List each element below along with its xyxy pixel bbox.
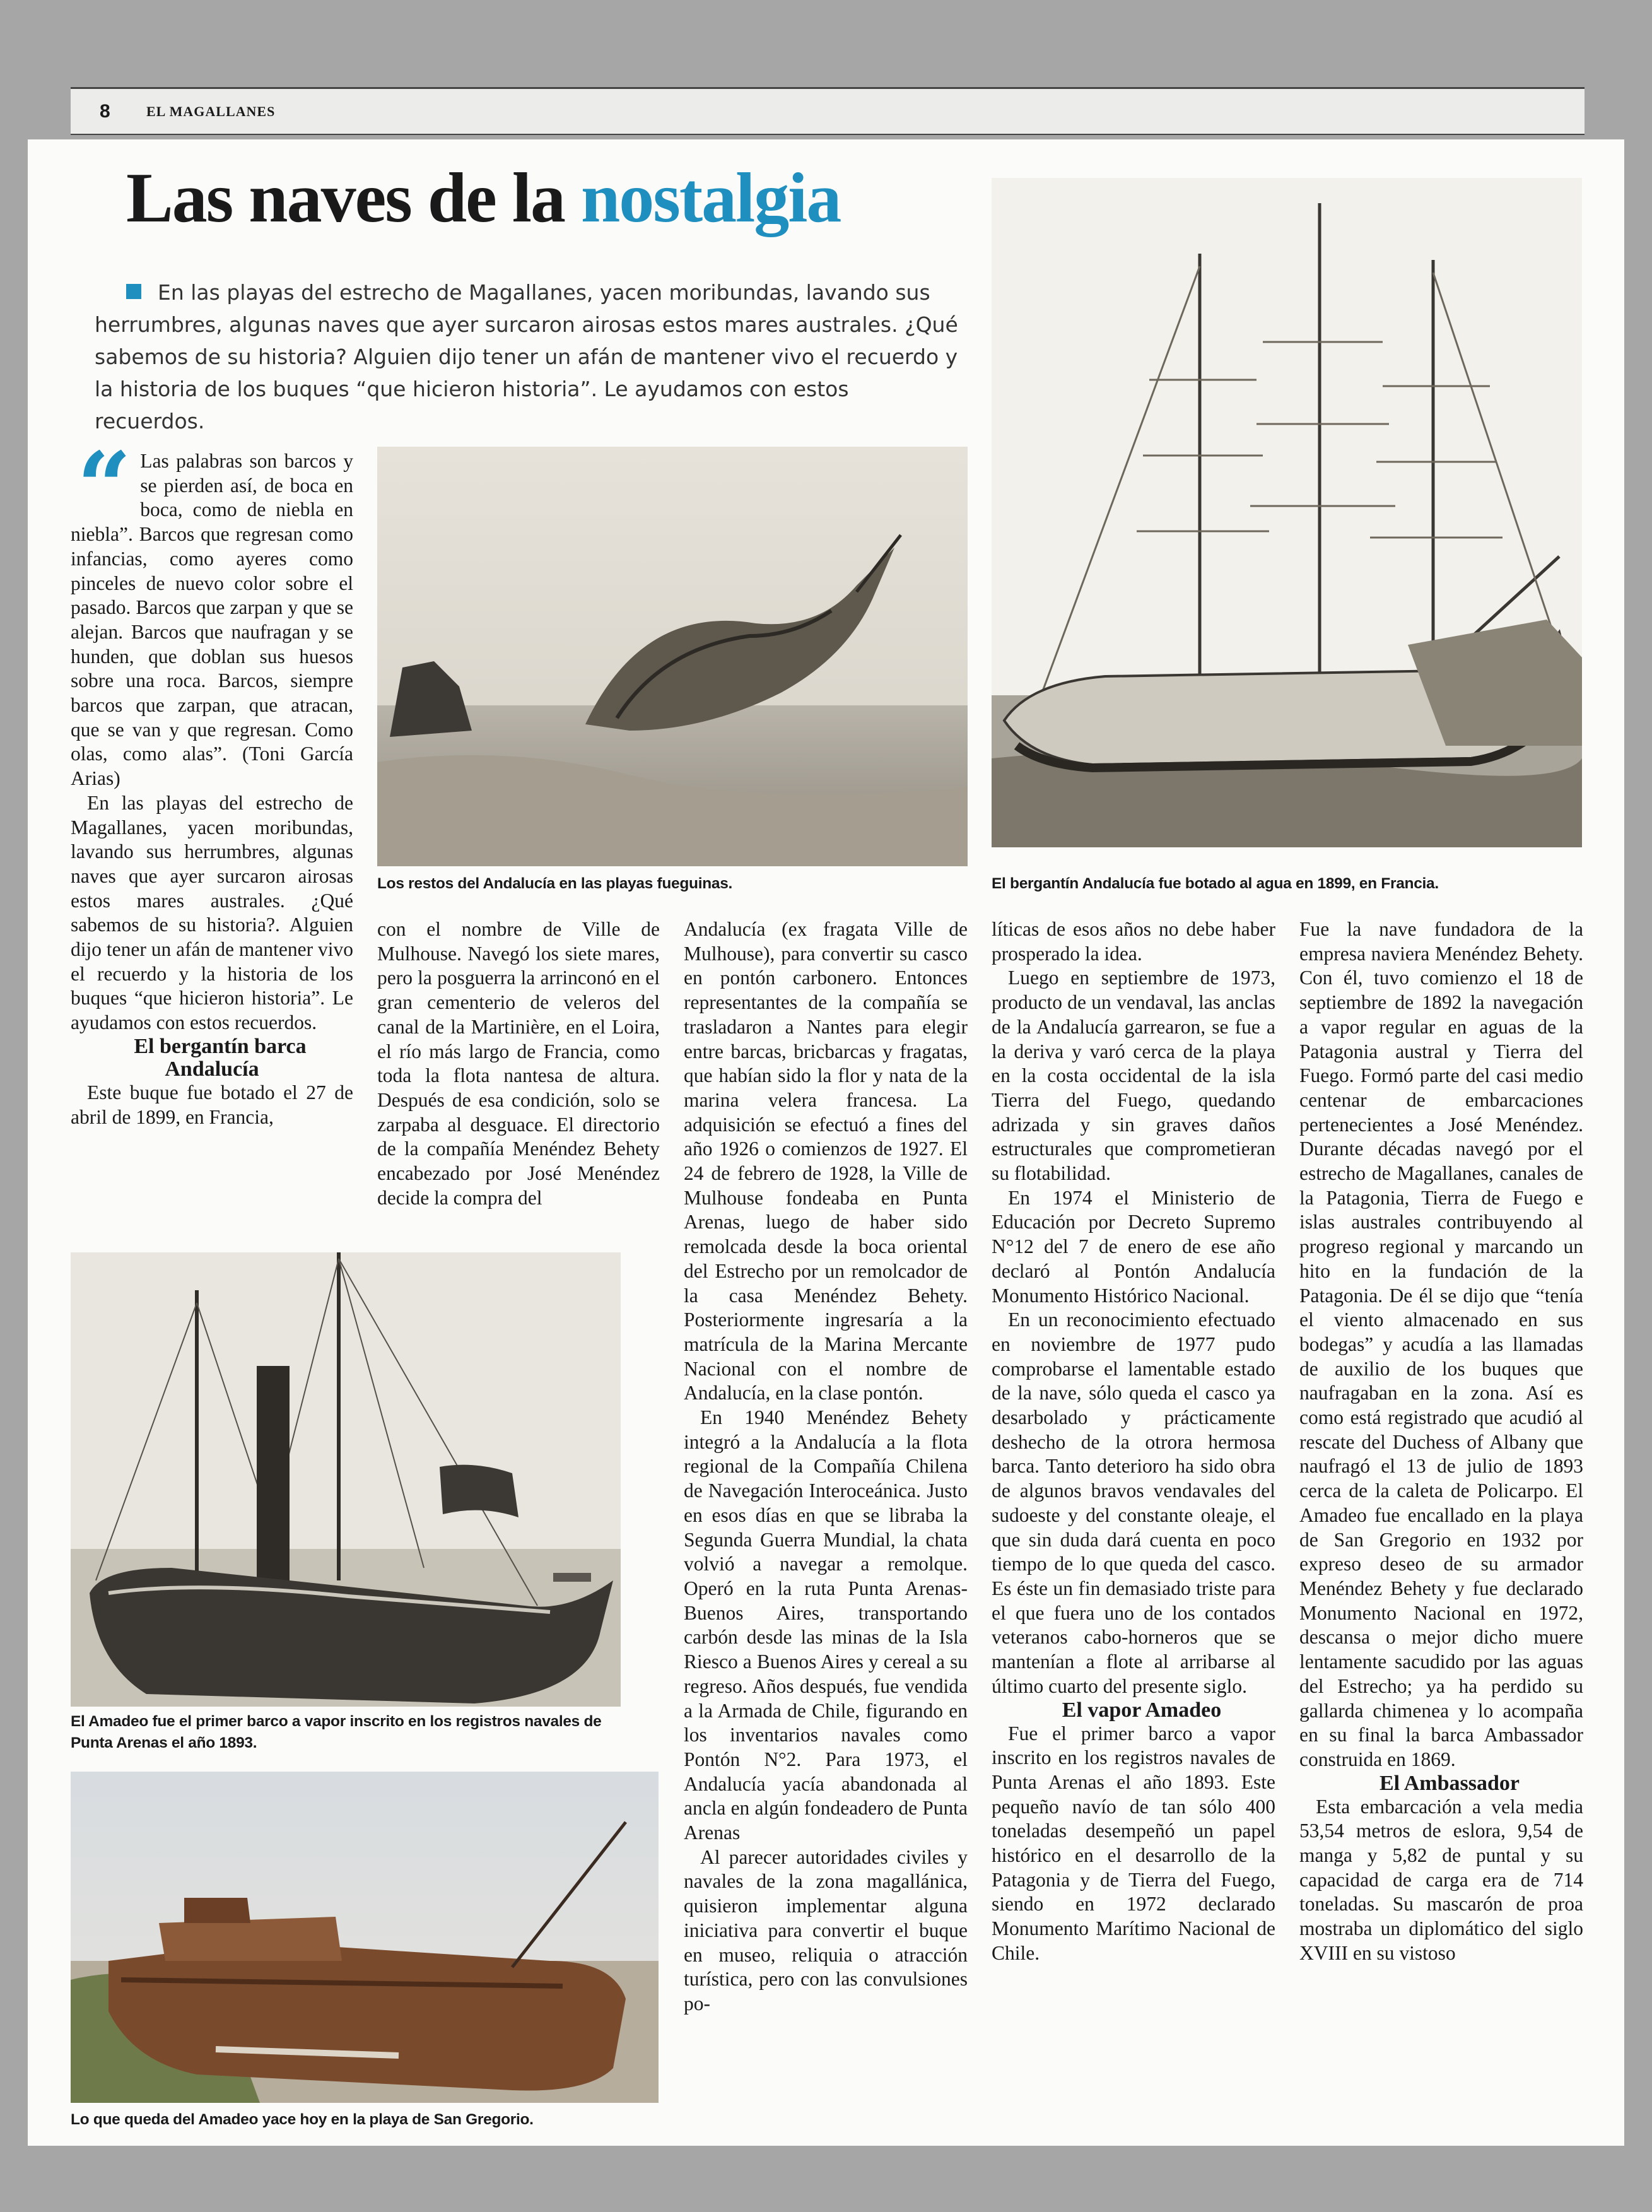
- header-top-rule: [71, 87, 1585, 89]
- page-number: 8: [100, 101, 110, 122]
- col2-paragraph-1: con el nombre de Ville de Mulhouse. Navegó los siete mares, pero la posguerra la arrinconó en el gran cementerio de veleros del canal de la Martinière, en el Loira, el río más largo de Francia, como toda la flota nantesa de altura. Después de esa condición, solo se zarpaba al desguace. El directorio de la compañía Menéndez Behety encabezado por José Menéndez decide la compra del: [377, 918, 660, 1209]
- column-2: [377, 917, 660, 1210]
- headline-main: Las naves de la: [126, 159, 565, 237]
- col5-paragraph-1: Fue la nave fundadora de la empresa naviera Menéndez Behety. Con él, tuvo comienzo el 18 de septiembre de 1892 la navegación a vapor regular en aguas de la Patagonia austral y Tierra del Fuego. Formó parte del casi medio centenar de embarcaciones pertenecientes a José Menéndez. Durante décadas navegó por el estrecho de Magallanes, canales de la Patagonia, Tierra de Fuego e islas australes contribuyendo al progreso regional y marcando un hito en la fundación de la Patagonia. De él se dijo que “tenía el viento almacenado en sus bodegas” y acudía a las llamadas de auxilio de los buques que naufragaban en la zona. Así es como está registrado que acudió al rescate del Duchess of Albany que naufragó el 13 de julio de 1893 cerca de la caleta de Policarpo. El Amadeo fue encallado en la playa de San Gregorio en 1932 por expreso deseo de su armador Menéndez Behety y fue declarado Monumento Nacional en 1972, descansa o mejor dicho muere lentamente sacudido por las aguas del Estrecho; ya ha perdido su gallarda chimenea y lo acompaña en su final la barca Ambassador construida en 1869.: [1299, 918, 1583, 1770]
- photo-amadeo-wreck: [71, 1772, 659, 2103]
- col1-paragraph-2: Este buque fue botado el 27 de abril de 1899, en Francia,: [71, 1081, 353, 1128]
- col3-paragraph-3: Al parecer autoridades civiles y navales de la zona magallánica, quisieron implementar alguna iniciativa para convertir el buque en museo, reliquia o atracción turística, pero con las convulsiones po-: [684, 1845, 968, 2015]
- col3-paragraph-1: Andalucía (ex fragata Ville de Mulhouse), para convertir su casco en pontón carbonero. Entonces representantes de la compañía se trasladaron a Nantes para elegir entre barcas, bricbarcas y fragatas, que habían sido la flor y nata de la marina velera francesa. La adquisición se efectuó a fines del año 1926 o comienzos de 1927. El 24 de febrero de 1928, la Ville de Mulhouse fondeaba en Punta Arenas, luego de haber sido remolcada desde la boca oriental del Estrecho por un remolcador de la casa Menéndez Behety. Posteriormente ingresaría a la matrícula de la Marina Mercante Nacional con el nombre de Andalucía, en la clase pontón.: [684, 918, 968, 1404]
- publication-name: EL MAGALLANES: [146, 103, 276, 119]
- column-3: [684, 917, 968, 2016]
- caption-andalucia-wreck: Los restos del Andalucía en las playas fueguinas.: [377, 875, 733, 892]
- photo-bergantin-andalucia: [992, 178, 1582, 847]
- caption-bergantin: El bergantín Andalucía fue botado al agua en 1899, en Francia.: [992, 875, 1439, 892]
- header-band: [71, 87, 1585, 135]
- opening-quote: Las palabras son barcos y se pierden así, de boca en boca, como de niebla en niebla”. Barcos que regresan como infancias, como ayeres como pinceles de nuevo color sobre el pasado. Barcos que zarpan y que se alejan. Barcos que naufragan y se hunden, que doblan sus huesos sobre una roca. Barcos, siempre barcos que zarpan, que atracan, que se van y que regresan. Como olas, como alas”. (Toni García Arias): [71, 450, 353, 790]
- col4-paragraph-1: líticas de esos años no debe haber prosperado la idea.: [992, 918, 1275, 965]
- column-4: [992, 917, 1275, 1966]
- col5-paragraph-2: Esta embarcación a vela media 53,54 metros de eslora, 9,54 de manga y 5,82 de puntal y su capacidad de carga era de 714 toneladas. Su mascarón de proa mostraba un diplomático del siglo XVIII en su vistoso: [1299, 1795, 1583, 1964]
- col1-paragraph-1: En las playas del estrecho de Magallanes, yacen moribundas, lavando sus herrumbres, algunas naves que ayer surcaron airosas estos mares australes. ¿Qué sabemos de su historia?. Alguien dijo tener un afán de mantener vivo el recuerdo y la historia de los buques “que hicieron historia”. Le ayudamos con estos recuerdos.: [71, 791, 353, 1034]
- quote-mark: “: [77, 432, 132, 543]
- headline: [126, 159, 841, 237]
- col3-paragraph-2: En 1940 Menéndez Behety integró a la Andalucía a la flota regional de la Compañía Chilena de Navegación Interoceánica. Justo en esos días en que se libraba la Segunda Guerra Mundial, la chata volvió a navegar a remolque. Operó en la ruta Punta Arenas-Buenos Aires, transportando carbón desde las minas de la Isla Riesco a Buenos Aires y cereal a su regreso. Años después, fue vendida a la Armada de Chile, figurando en los inventarios navales como Pontón N°2. Para 1973, el Andalucía yacía abandonada al ancla en algún fondeadero de Punta Arenas: [684, 1406, 968, 1844]
- column-5: [1299, 917, 1583, 1966]
- lead-text: En las playas del estrecho de Magallanes, yacen moribundas, lavando sus herrumbres, algunas naves que ayer surcaron airosas estos mares australes. ¿Qué sabemos de su historia? Alguien dijo tener un afán de mantener vivo el recuerdo y la historia de los buques “que hicieron historia”. Le ayudamos con estos recuerdos.: [95, 280, 958, 433]
- col4-paragraph-4: En un reconocimiento efectuado en noviembre de 1977 pudo comprobarse el lamentable estado de la nave, sólo queda el casco ya desarbolado y prácticamente deshecho de la otrora hermosa barca. Tanto deterioro ha sido obra de algunos bravos vendavales del sudoeste y del constante oleaje, el que sin duda dará cuenta en poco tiempo de lo que queda del casco. Es éste un fin demasiado triste para el que fuera uno de los contados veteranos cabo-horneros que se mantenían a flote al arribarse al último cuarto del presente siglo.: [992, 1309, 1275, 1697]
- subhead-bergantin: El bergantín barca Andalucía: [134, 1034, 307, 1081]
- lead-paragraph: [95, 276, 965, 437]
- subhead-vapor-amadeo: El vapor Amadeo: [1062, 1698, 1222, 1722]
- col4-paragraph-3: En 1974 el Ministerio de Educación por Decreto Supremo N°12 del 7 de enero de ese año declaró al Pontón Andalucía Monumento Histórico Nacional.: [992, 1186, 1275, 1307]
- column-1: [71, 432, 353, 1129]
- caption-amadeo-wreck: Lo que queda del Amadeo yace hoy en la playa de San Gregorio.: [71, 2111, 534, 2128]
- bullet-square-icon: [126, 284, 141, 299]
- header-bottom-rule: [71, 134, 1585, 135]
- col4-paragraph-5: Fue el primer barco a vapor inscrito en los registros navales de Punta Arenas el año 1893. Este pequeño navío de tan sólo 400 toneladas desempeñó un papel histórico en el desarrollo de la Patagonia y de Tierra del Fuego, siendo en 1972 declarado Monumento Marítimo Nacional de Chile.: [992, 1722, 1275, 1964]
- caption-amadeo-steamer: El Amadeo fue el primer barco a vapor inscrito en los registros navales de Punta Arenas el año 1893.: [71, 1713, 602, 1751]
- photo-andalucia-wreck: [377, 447, 968, 866]
- headline-highlight: nostalgia: [581, 159, 841, 237]
- photo-amadeo-steamer: [71, 1252, 621, 1707]
- col4-paragraph-2: Luego en septiembre de 1973, producto de un vendaval, las anclas de la Andalucía garrearon, se fue a la deriva y varó cerca de la playa en la costa occidental de la isla Tierra del Fuego, quedando adrizada y sin graves daños estructurales que comprometieran su flotabilidad.: [992, 967, 1275, 1185]
- subhead-ambassador: El Ambassador: [1380, 1771, 1520, 1795]
